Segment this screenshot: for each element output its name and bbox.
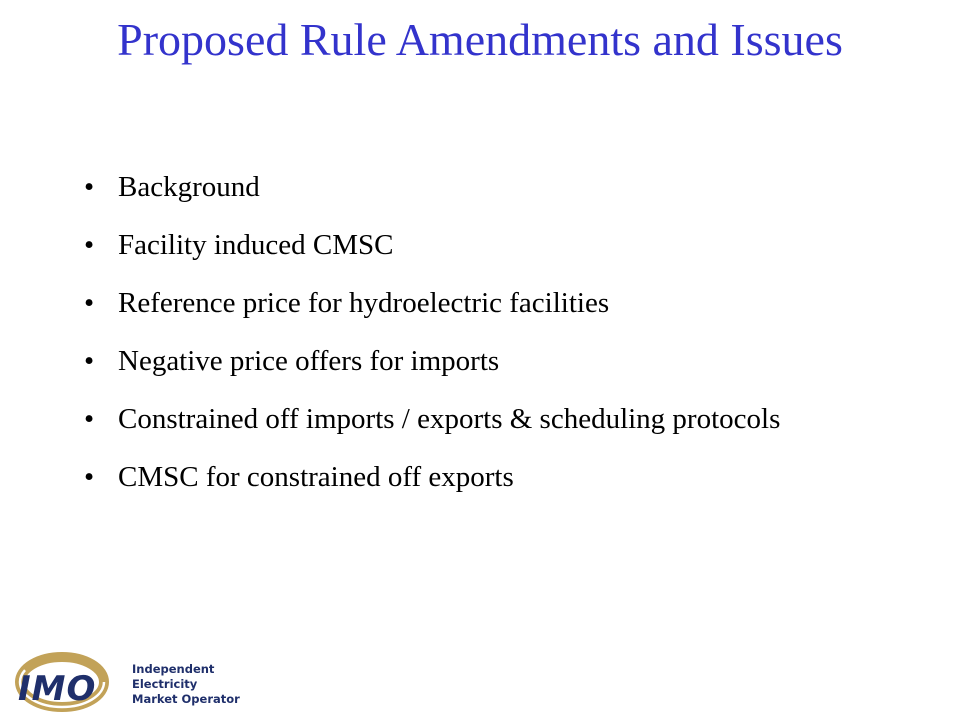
bullet-text: Constrained off imports / exports & scheduling protocols xyxy=(118,403,781,435)
bullet-item-background xyxy=(84,168,844,206)
bullet-text: Facility induced CMSC xyxy=(118,229,394,261)
bullet-item-negative-price xyxy=(84,342,844,380)
imo-logo xyxy=(10,652,240,714)
bullet-text: Negative price offers for imports xyxy=(118,345,500,377)
logo-line-market-operator: Market Operator xyxy=(132,692,240,706)
logo-text xyxy=(132,662,240,707)
bullet-icon: • xyxy=(84,229,95,261)
bullet-item-facility-induced xyxy=(84,226,844,264)
logo-wordmark: IMO xyxy=(18,669,97,709)
bullet-text: Reference price for hydroelectric facilities xyxy=(118,287,610,319)
bullet-icon: • xyxy=(84,287,95,319)
logo-line-electricity: Electricity xyxy=(132,677,198,691)
bullet-icon: • xyxy=(84,461,95,493)
bullet-icon: • xyxy=(84,345,95,377)
bullet-text: CMSC for constrained off exports xyxy=(118,461,514,493)
bullet-list xyxy=(84,168,844,516)
logo-line-independent: Independent xyxy=(132,662,215,676)
bullet-icon: • xyxy=(84,403,95,435)
bullet-item-cmsc-exports xyxy=(84,458,844,496)
bullet-item-constrained-off xyxy=(84,400,844,438)
bullet-item-reference-price xyxy=(84,284,844,322)
bullet-icon: • xyxy=(84,171,95,203)
bullet-text: Background xyxy=(118,171,260,203)
slide-title: Proposed Rule Amendments and Issues xyxy=(117,14,843,65)
imo-logo-mark-icon xyxy=(10,652,130,714)
